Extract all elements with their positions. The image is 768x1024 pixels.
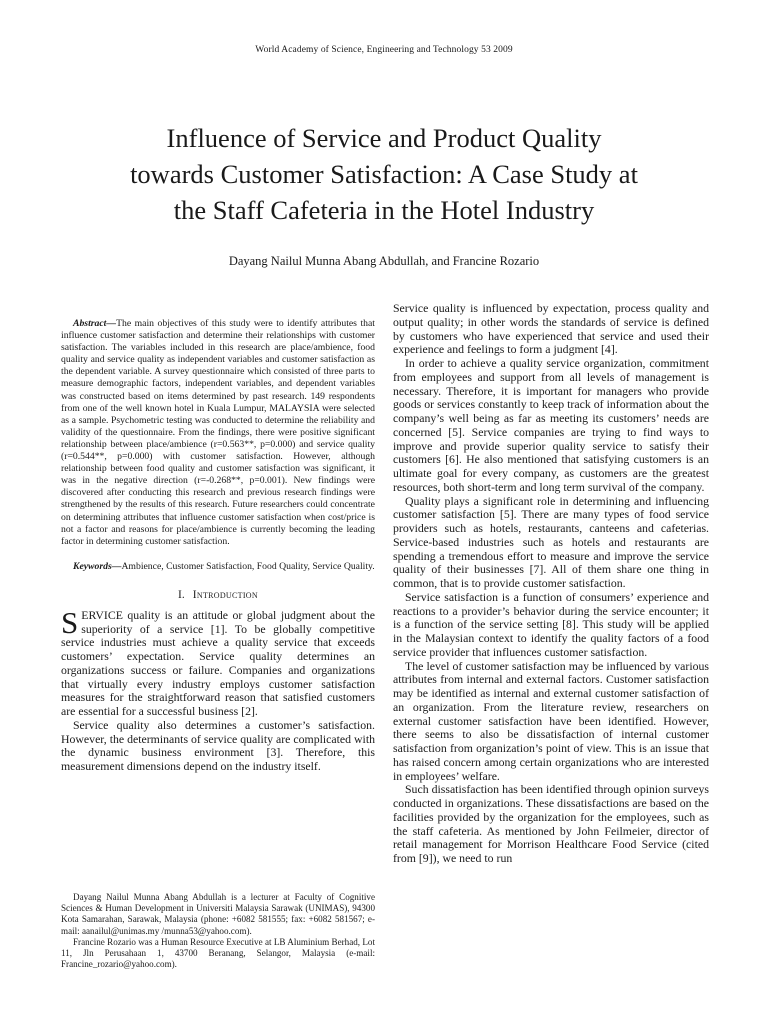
footnote: Francine Rozario was a Human Resource Executive at LB Aluminium Berhad, Lot 11, Jln Perusahaan 1, 43700 Beranang, Selangor, Malaysia (e-mail: Francine_rozario@yahoo.com).	[61, 936, 375, 970]
body-paragraph: Service satisfaction is a function of consumers’ experience and reactions to a provider’s behavior during the service encounter; it is a function of the service setting [8]. This study will be applied in the Malaysian context to identify the quality factors of a food service provider that influences customer satisfaction.	[393, 589, 709, 659]
title-line: Influence of Service and Product Quality	[166, 123, 602, 153]
footnote: Dayang Nailul Munna Abang Abdullah is a lecturer at Faculty of Cognitive Sciences & Human Development in Universiti Malaysia Sarawak (UNIMAS), 94300 Kota Samarahan, Sarawak, Malaysia (phone: +6082 581555; fax: +6082 581567; e-mail: aanailul@unimas.my /munna53@yahoo.com).	[61, 892, 375, 936]
right-column	[393, 302, 709, 866]
section-number: I.	[178, 588, 185, 601]
body-paragraph: Service quality is influenced by expectation, process quality and output quality; in other words the standards of service is defined by customers who have experienced that service and used their experience and feelings to form a judgment [4].	[393, 301, 709, 357]
keywords-text: Ambience, Customer Satisfaction, Food Quality, Service Quality.	[121, 560, 375, 572]
running-header: World Academy of Science, Engineering and Technology 53 2009	[255, 45, 513, 55]
body-paragraph: Quality plays a significant role in determining and influencing customer satisfaction [5]. There are many types of food service providers such as hotels, restaurants, canteens and cafeterias. Service-based industries such as hotels and restaurants are spending a tremendous effort to measure and improve the service quality of their businesses [7]. All of them share one thing in common, that is to provide customer satisfaction.	[393, 493, 709, 590]
intro-paragraph-1	[61, 604, 375, 719]
intro-paragraph-2: Service quality also determines a customer’s satisfaction. However, the determinants of service quality are complicated with the dynamic business environment [3]. Therefore, this measurement dimensions depend on the industry itself.	[61, 717, 375, 774]
left-column	[61, 318, 375, 774]
title-line: towards Customer Satisfaction: A Case Study at	[130, 159, 638, 189]
title-line: the Staff Cafeteria in the Hotel Industry	[173, 195, 595, 225]
keywords-label: Keywords—	[73, 560, 122, 572]
paper-title	[60, 120, 708, 228]
intro-paragraph-1-text: ERVICE quality is an attitude or global judgment about the superiority of a service [1]. To be globally competitive service industries must achieve a quality service that exceeds customers’ expectation. Service quality determines an organizations success or failure. Companies and organizations that virtually every industry employs customer satisfaction measures for the straightforward reason that satisfied customers are essential for a successful business [2].	[61, 607, 375, 719]
author-list: Dayang Nailul Munna Abang Abdullah, and Francine Rozario	[228, 254, 540, 268]
body-paragraph: The level of customer satisfaction may be influenced by various attributes from internal and external factors. Customer satisfaction may be identified as internal and external customer satisfaction of an organization. From the literature review, researchers on external customer satisfaction have been identified. However, there seems to also be dissatisfaction of internal customer satisfaction from organization’s point of view. This is an issue that has raised concern among certain organizations who are interested in employees’ welfare.	[393, 658, 709, 783]
body-paragraph: Such dissatisfaction has been identified through opinion surveys conducted in organizations. These dissatisfactions are based on the facilities provided by the organization for the employees, such as the staff cafeteria. As mentioned by John Feilmeier, director of retail management for Morrison Healthcare Food Service (cited from [9]), we need to run	[393, 782, 709, 865]
body-paragraph: In order to achieve a quality service organization, commitment from employees and support from all levels of management is necessary. Therefore, it is important for managers who provide goods or services constantly to keep track of information about the company’s well being as far as meeting its customers’ needs are concerned [5]. Service companies are trying to find ways to improve and provide superior quality service to satisfy their customers [6]. He also mentioned that satisfying customers is an ultimate goal for every company, as customers are the greatest resources, both short-term and long term survival of the company.	[393, 356, 709, 494]
section-title: Introduction	[192, 588, 258, 601]
keywords	[61, 561, 375, 573]
abstract-text: The main objectives of this study were to identify attributes that influence customer satisfaction and determine their relationships with customer satisfaction. The variables included in this research are place/ambience, food quality and service quality as independent variables and customer satisfaction as the dependent variable. A survey questionnaire which consisted of three parts to measure demographic factors, independent variables, and dependent variables was constructed based on items determined by past research. 149 respondents from one of the well known hotel in Kuala Lumpur, MALAYSIA were selected as a sample. Psychometric testing was conducted to determine the reliability and validity of the questionnaire. From the findings, there were positive significant relationship between place/ambience (r=0.563**, p=0.000) and service quality (r=0.544**, p=0.000) with customer satisfaction. However, although relationship between food quality and customer satisfaction was significant, it was in the negative direction (r=-0.268**, p=0.001). New findings were discovered after conducting this research and previous research findings were strengthened by the results of this research. Future researchers could concentrate on determining attributes that influence customer satisfaction when cost/price is not a factor and reasons for place/ambience is currently becoming the leading factor in determining customer satisfaction.	[61, 318, 375, 547]
abstract	[61, 318, 375, 548]
author-footnotes	[61, 892, 375, 970]
abstract-label: Abstract—	[73, 318, 117, 329]
drop-cap: S	[61, 604, 79, 640]
section-heading-introduction	[61, 589, 375, 601]
